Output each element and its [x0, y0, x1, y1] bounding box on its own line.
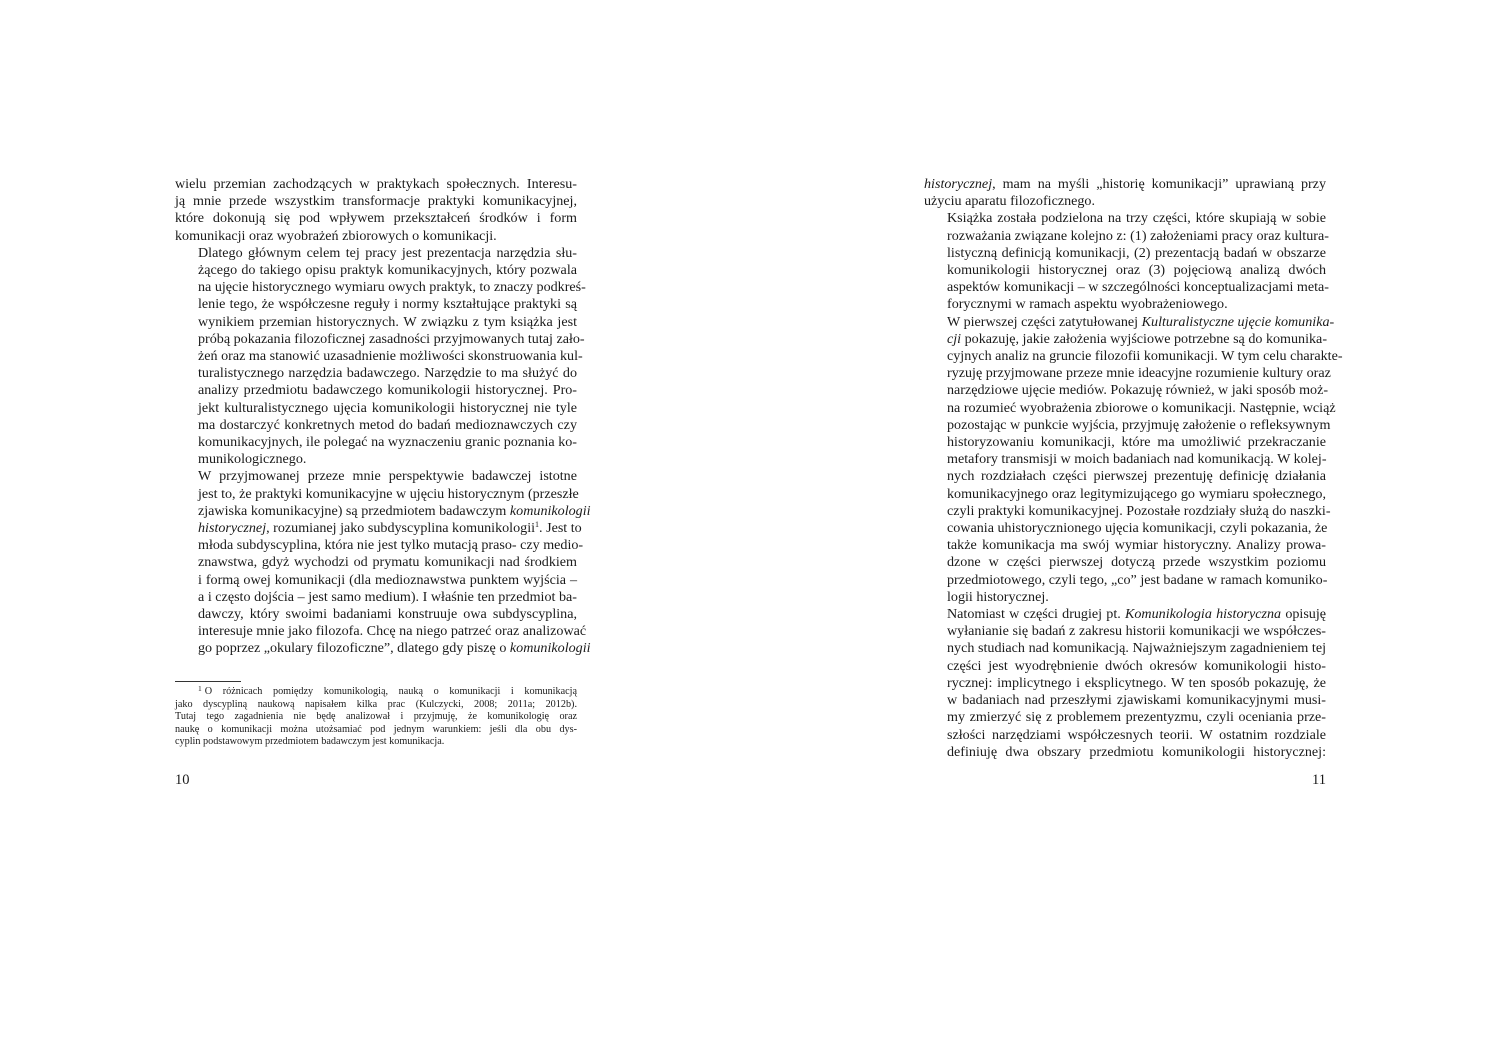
- text-line: historyzowaniu komunikacji, które ma umożliwić przekraczanie: [947, 434, 1326, 451]
- text-run: zjawiska komunikacyjne) są przedmiotem badawczym: [198, 502, 507, 519]
- text-line: wyłanianie się badań z zakresu historii komunikacji we współczes-: [947, 623, 1326, 640]
- text-line: narzędziowe ujęcie mediów. Pokazuję również, w jaki sposób moż-: [947, 382, 1329, 399]
- footnote-line: cyplin podstawowym przedmiotem badawczym jest komunikacja.: [175, 736, 445, 748]
- text-line: cowania uhistorycznionego ujęcia komunikacji, czyli pokazania, że: [947, 520, 1328, 537]
- text-line: lenie tego, że współczesne reguły i normy kształtujące praktyki są: [198, 296, 577, 313]
- left-page-body: [175, 176, 591, 658]
- paragraph: [175, 244, 586, 469]
- text-line: rozważania związane kolejno z: (1) założeniami pracy oraz kultura-: [947, 227, 1329, 244]
- text-line: my zmierzyć się z problemem prezentyzmu, czyli oceniania prze-: [947, 709, 1326, 726]
- text-line: dawczy, który swoimi badaniami konstruuje owa subdyscyplina,: [198, 606, 577, 623]
- italic-term: historycznej: [198, 520, 267, 537]
- paragraph: [924, 606, 1326, 761]
- text-line: komunikacyjnego oraz legitymizującego go wymiaru społecznego,: [947, 485, 1326, 502]
- text-line: komunikacji oraz wyobrażeń zbiorowych o komunikacji.: [175, 227, 497, 244]
- text-line: pozostając w punkcie wyjścia, przyjmuję założenie o refleksywnym: [947, 416, 1331, 433]
- text-line: aspektów komunikacji – w szczególności konceptualizacjami meta-: [947, 279, 1329, 296]
- footnote-mark: 1: [198, 684, 202, 693]
- footnote-line: jako dyscypliną naukową napisałem kilka prac (Kulczycki, 2008; 2011a; 2012b).: [175, 698, 577, 710]
- paragraph: [175, 176, 577, 245]
- text-run: pokazuję, jakie założenia wyjściowe potrzebne są do komunika-: [964, 330, 1328, 347]
- text-line: Dlatego głównym celem tej pracy jest prezentacja narzędzia słu-: [198, 244, 577, 261]
- text-line: metafory transmisji w moich badaniach nad komunikacją. W kolej-: [947, 451, 1327, 468]
- italic-term: cji: [947, 330, 962, 347]
- text-line: przedmiotowego, czyli tego, „co” jest badane w ramach komuniko-: [947, 571, 1328, 588]
- text-line: ryzuję przyjmowane przeze mnie ideacyjne rozumienie kultury oraz: [947, 365, 1331, 382]
- text-line: [924, 313, 1335, 331]
- text-line: [175, 640, 591, 657]
- text-line: jekt kulturalistycznego ujęcia komunikologii historycznej nie tyle: [198, 399, 577, 416]
- text-line: użyciu aparatu filozoficznego.: [924, 193, 1095, 210]
- text-line: części jest wyodrębnienie dwóch okresów komunikologii histo-: [947, 657, 1326, 674]
- text-line: [175, 520, 582, 537]
- text-run: , mam na myśli „historię komunikacji” uprawianą przy: [992, 176, 1326, 192]
- text-line: komunikacyjnych, ile polegać na wyznaczeniu granic poznania ko-: [198, 434, 577, 451]
- text-line: na rozumieć wyobrażenia zbiorowe o komunikacji. Następnie, wciąż: [947, 399, 1336, 416]
- text-line: analizy przedmiotu badawczego komunikologii historycznej. Pro-: [198, 382, 577, 399]
- right-page: [750, 0, 1500, 1061]
- text-run: opisuję: [1285, 606, 1327, 623]
- text-line: które dokonują się pod wpływem przekształceń środków i form: [175, 210, 577, 227]
- italic-term: historycznej: [924, 176, 993, 192]
- text-line: znawstwa, gdyż wychodzi od prymatu komunikacji nad środkiem: [198, 554, 577, 571]
- italic-term: komunikologii: [509, 640, 591, 657]
- text-line: W przyjmowanej przeze mnie perspektywie badawczej istotne: [198, 468, 577, 485]
- text-line: nych studiach nad komunikacją. Najważniejszym zagadnieniem tej: [947, 640, 1326, 657]
- text-line: [924, 176, 1326, 193]
- text-line: wynikiem przemian historycznych. W związku z tym książka jest: [198, 313, 577, 330]
- text-line: munikologicznego.: [198, 451, 307, 468]
- text-line: nych rozdziałach części pierwszej prezentuję definicję działania: [947, 468, 1326, 485]
- paragraph: [924, 313, 1343, 606]
- italic-term: Komunikologia historyczna: [1124, 606, 1282, 623]
- text-line: ma dostarczyć konkretnych metod do badań medioznawczych czy: [198, 416, 577, 433]
- text-line: listyczną definicją komunikacji, (2) prezentacją badań w obszarze: [947, 244, 1326, 261]
- footnote-line: naukę o komunikacji można utożsamiać pod jednym warunkiem: jeśli dla obu dys-: [175, 723, 577, 735]
- text-line: cyjnych analiz na gruncie filozofii komunikacji. W tym celu charakte-: [947, 348, 1343, 365]
- text-run: O różnicach pomiędzy komunikologią, nauką o komunikacji i komunikacją: [204, 686, 577, 697]
- footnote: [175, 686, 577, 749]
- text-line: czyli praktyki komunikacyjnej. Pozostałe rozdziały służą do naszki-: [947, 502, 1331, 519]
- paragraph: [924, 210, 1329, 313]
- text-line: [924, 331, 1326, 348]
- text-line: forycznymi w ramach aspektu wyobrażeniowego.: [947, 296, 1228, 313]
- italic-term: komunikologii: [509, 502, 591, 519]
- page-number: 11: [1312, 772, 1326, 788]
- text-line: dzone w części pierwszej dotyczą przede wszystkim poziomu: [947, 554, 1326, 571]
- footnote-line: [175, 686, 577, 699]
- text-line: turalistycznego narzędzia badawczego. Narzędzie to ma służyć do: [198, 365, 577, 382]
- text-line: młoda subdyscyplina, która nie jest tylko mutacją praso- czy medio-: [198, 537, 584, 554]
- text-line: jest to, że praktyki komunikacyjne w ujęciu historycznym (przeszłe: [198, 485, 579, 502]
- text-run: W pierwszej części zatytułowanej: [947, 313, 1139, 330]
- text-line: szłości narzędziami współczesnych teorii. W ostatnim rozdziale: [947, 726, 1326, 743]
- text-line: [175, 502, 591, 520]
- text-line: i formą owej komunikacji (dla medioznawstwa punktem wyjścia –: [198, 571, 577, 588]
- text-line: Książka została podzielona na trzy części, które skupiają w sobie: [947, 210, 1326, 227]
- text-run: , rozumianej jako subdyscyplina komunikologii: [266, 520, 536, 537]
- text-line: interesuje mnie jako filozofa. Chcę na niego patrzeć oraz analizować: [198, 623, 587, 640]
- footnote-divider: [175, 681, 241, 682]
- text-line: logii historycznej.: [947, 588, 1049, 605]
- right-page-body: [924, 176, 1343, 761]
- text-run: go poprzez „okulary filozoficzne”, dlatego gdy piszę o: [198, 640, 507, 657]
- text-line: próbą pokazania filozoficznej zasadności przyjmowanych tutaj zało-: [198, 330, 585, 347]
- text-run: Natomiast w części drugiej pt.: [947, 606, 1121, 623]
- text-line: w badaniach nad przeszłymi zjawiskami komunikacyjnymi musi-: [947, 692, 1326, 709]
- text-line: żeń oraz ma stanowić uzasadnienie możliwości skonstruowania kul-: [198, 348, 583, 365]
- text-line: komunikologii historycznej oraz (3) pojęciową analizą dwóch: [947, 262, 1326, 279]
- text-line: na ujęcie historycznego wymiaru owych praktyk, to znaczy podkreś-: [198, 279, 586, 296]
- italic-term: Kulturalistyczne ujęcie komunika-: [1141, 313, 1335, 330]
- text-line: rycznej: implicytnego i eksplicytnego. W ten sposób pokazuję, że: [947, 674, 1326, 691]
- page-number: 10: [175, 772, 190, 788]
- text-line: [924, 606, 1326, 623]
- text-line: także komunikacja ma swój wymiar historyczny. Analizy prowa-: [947, 537, 1326, 554]
- footnote-line: Tutaj tego zagadnienia nie będę analizował i przyjmuję, że komunikologię oraz: [175, 711, 577, 723]
- text-line: a i często dojścia – jest samo medium). I właśnie ten przedmiot ba-: [198, 588, 577, 605]
- paragraph: [175, 468, 591, 657]
- footnote-reference: 1: [535, 520, 540, 530]
- text-line: ją mnie przede wszystkim transformacje praktyki komunikacyjnej,: [175, 193, 577, 210]
- text-run: . Jest to: [539, 520, 582, 537]
- text-line: żącego do takiego opisu praktyk komunikacyjnych, który pozwala: [198, 262, 577, 279]
- text-line: definiuję dwa obszary przedmiotu komunikologii historycznej:: [947, 743, 1326, 760]
- paragraph: [924, 176, 1326, 210]
- text-line: wielu przemian zachodzących w praktykach społecznych. Interesu-: [175, 176, 577, 192]
